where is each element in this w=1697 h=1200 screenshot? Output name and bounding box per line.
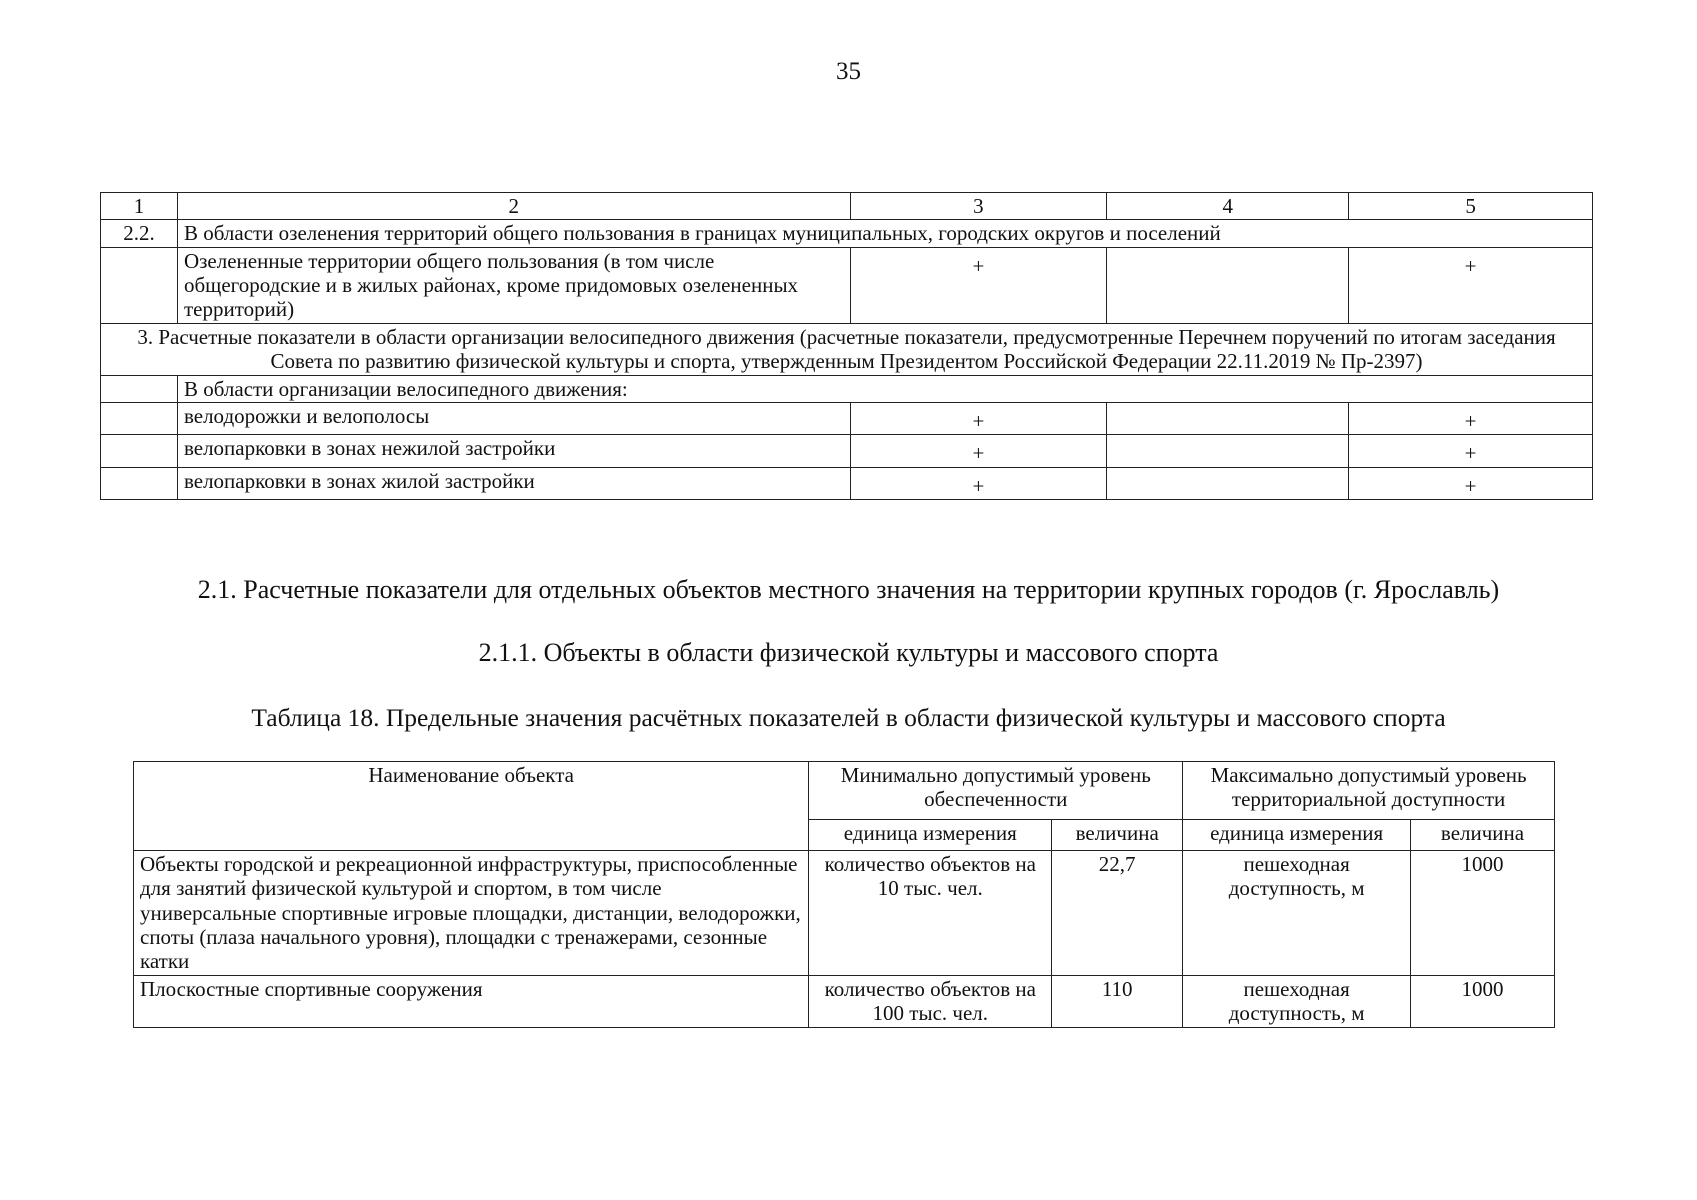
empty-cell (101, 435, 178, 467)
header-col-5: 5 (1349, 193, 1593, 220)
page-number: 35 (836, 58, 861, 85)
table-row (101, 220, 1593, 247)
value-max: 1000 (1411, 975, 1555, 1027)
subheader-value-max: величина (1411, 820, 1555, 851)
row-label: велопарковки в зонах жилой застройки (177, 467, 850, 499)
empty-cell (101, 467, 178, 499)
cell-col-5: + (1349, 247, 1593, 323)
empty-cell (101, 247, 178, 323)
table-row (101, 467, 1593, 499)
table-row (101, 435, 1593, 467)
cell-col-4 (1107, 467, 1349, 499)
cell-col-5: + (1349, 467, 1593, 499)
subheader-unit-max: единица измерения (1183, 820, 1411, 851)
value-min: 22,7 (1052, 851, 1183, 976)
table-header-row (134, 762, 1555, 820)
row-label: Озелененные территории общего пользования (в том числе общегородские и в жилых районах, кроме придомовых озелененных территорий) (177, 247, 850, 323)
row-label: велопарковки в зонах нежилой застройки (177, 435, 850, 467)
table-header-row (101, 193, 1593, 220)
header-object-name: Наименование объекта (134, 762, 809, 851)
section-3-title: 3. Расчетные показатели в области организации велосипедного движения (расчетные показатели, предусмотренные Перечнем поручений по итогам заседания Совета по развитию физической культуры и спорта, утвержденным Президентом Российской Федерации 22.11.2019 № Пр-2397) (101, 323, 1593, 375)
table-row (134, 851, 1555, 976)
subsection-heading: 2.1.1. Объекты в области физической культуры и массового спорта (478, 638, 1219, 667)
cell-col-3: + (850, 467, 1107, 499)
unit-max: пешеходная доступность, м (1183, 851, 1411, 976)
header-col-3: 3 (850, 193, 1107, 220)
table-row (101, 402, 1593, 434)
section-number: 2.2. (101, 220, 178, 247)
subheader-unit-min: единица измерения (809, 820, 1052, 851)
object-name: Плоскостные спортивные сооружения (134, 975, 809, 1027)
header-col-4: 4 (1107, 193, 1349, 220)
header-col-2: 2 (177, 193, 850, 220)
table-caption: Таблица 18. Предельные значения расчётных показателей в области физической культуры и массового спорта (251, 703, 1446, 732)
cell-col-4 (1107, 402, 1349, 434)
table-row (101, 323, 1593, 375)
value-min: 110 (1052, 975, 1183, 1027)
table-row (101, 375, 1593, 402)
unit-min: количество объектов на 10 тыс. чел. (809, 851, 1052, 976)
subsection-title: В области организации велосипедного движения: (177, 375, 1592, 402)
cell-col-5: + (1349, 435, 1593, 467)
cell-col-3: + (850, 435, 1107, 467)
unit-max: пешеходная доступность, м (1183, 975, 1411, 1027)
section-heading: 2.1. Расчетные показатели для отдельных объектов местного значения на территории крупных городов (г. Ярославль) (197, 575, 1500, 604)
unit-min: количество объектов на 100 тыс. чел. (809, 975, 1052, 1027)
cell-col-3: + (850, 247, 1107, 323)
cell-col-4 (1107, 435, 1349, 467)
row-label: велодорожки и велополосы (177, 402, 850, 434)
table-row (101, 247, 1593, 323)
empty-cell (101, 375, 178, 402)
header-min-level: Минимально допустимый уровень обеспеченности (809, 762, 1183, 820)
section-title: В области озеленения территорий общего пользования в границах муниципальных, городских округов и поселений (177, 220, 1592, 247)
cell-col-3: + (850, 402, 1107, 434)
object-name: Объекты городской и рекреационной инфраструктуры, приспособленные для занятий физической культурой и спортом, в том числе универсальные спортивные игровые площадки, дистанции, велодорожки, споты (плаза начального уровня), площадки с тренажерами, сезонные катки (134, 851, 809, 976)
cell-col-5: + (1349, 402, 1593, 434)
cell-col-4 (1107, 247, 1349, 323)
header-max-level: Максимально допустимый уровень территориальной доступности (1183, 762, 1555, 820)
subheader-value-min: величина (1052, 820, 1183, 851)
empty-cell (101, 402, 178, 434)
value-max: 1000 (1411, 851, 1555, 976)
header-col-1: 1 (101, 193, 178, 220)
table-18 (133, 761, 1555, 1028)
table-top (100, 192, 1593, 500)
table-row (134, 975, 1555, 1027)
